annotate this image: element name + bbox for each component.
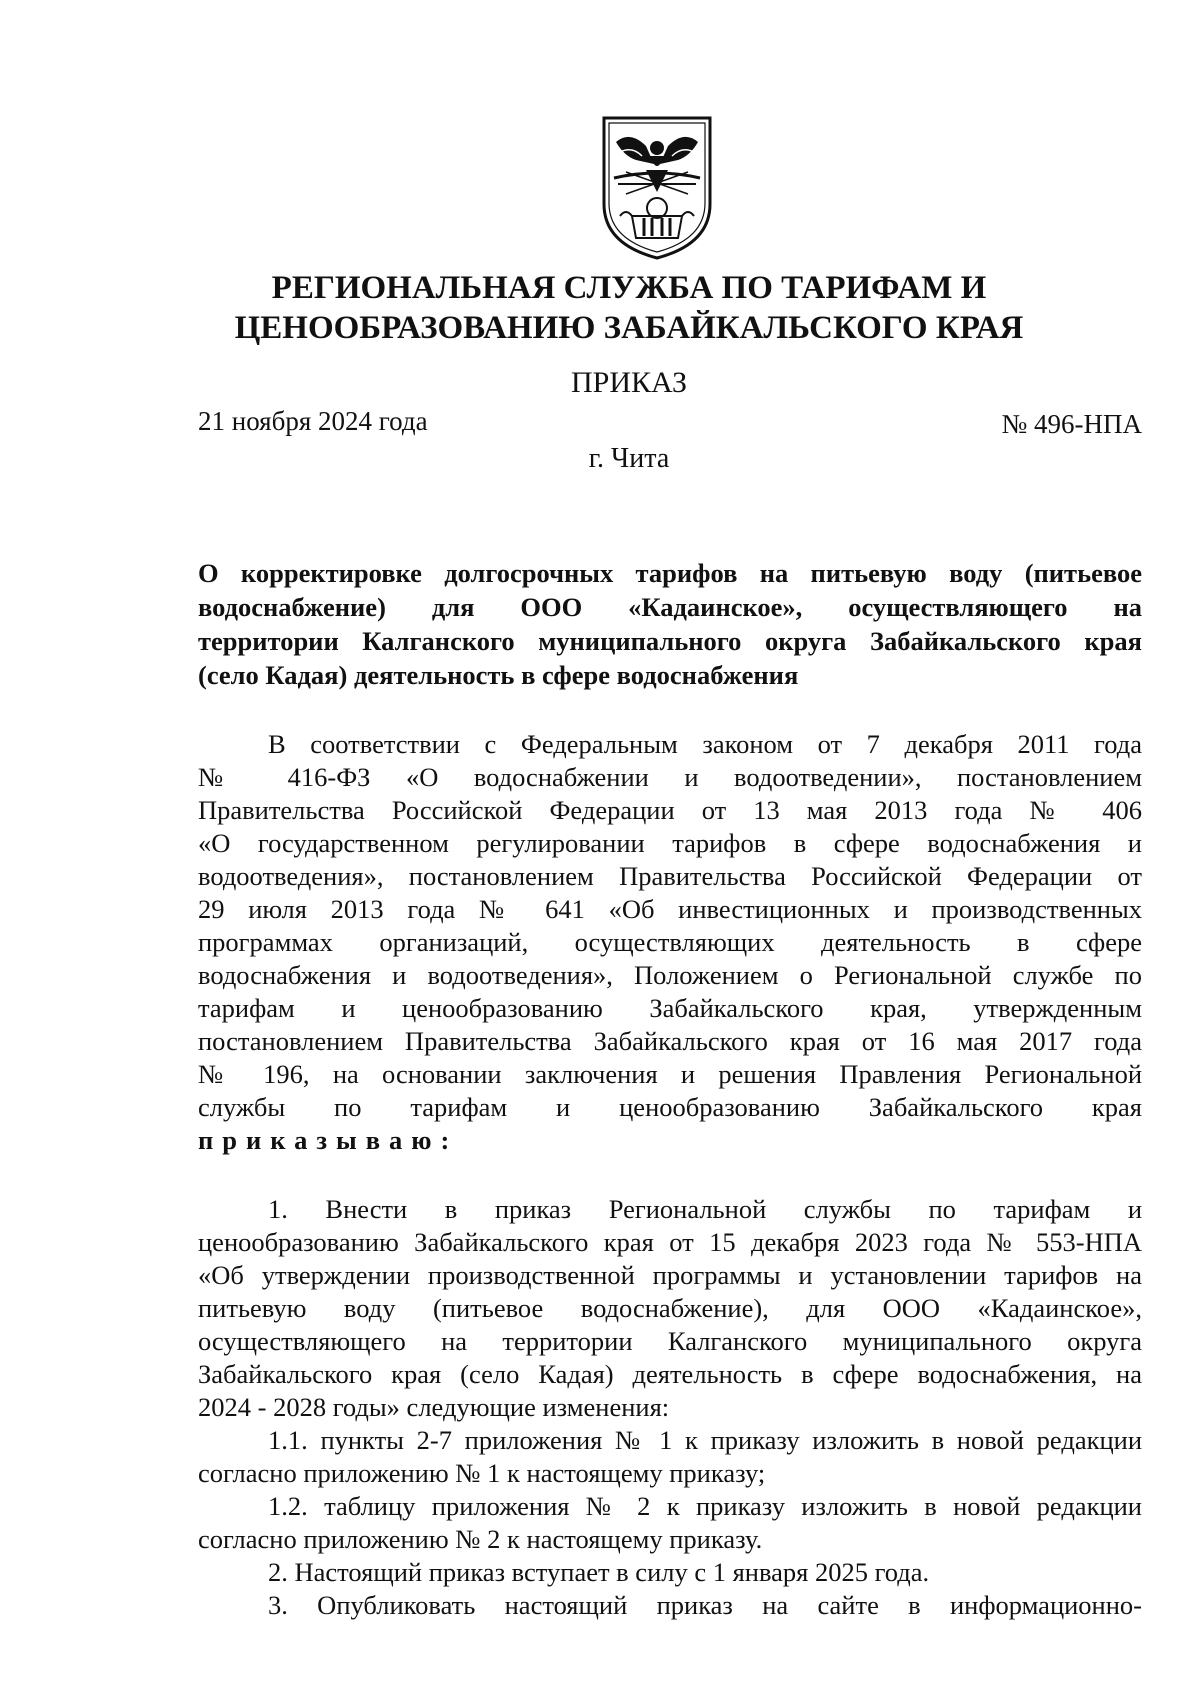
item-line: 1. Внести в приказ Региональной службы по тарифам и <box>268 1194 1142 1224</box>
preamble-line: постановлением Правительства Забайкальского края от 16 мая 2017 года <box>198 1026 1142 1056</box>
item-line: 2. Настоящий приказ вступает в силу с 1 января 2025 года. <box>268 1557 930 1587</box>
document-type: ПРИКАЗ <box>571 366 687 399</box>
organization-title-line2: ЦЕНООБРАЗОВАНИЮ ЗАБАЙКАЛЬСКОГО КРАЯ <box>234 310 1024 346</box>
preamble-line: программах организаций, осуществляющих деятельность в сфере <box>198 927 1142 957</box>
preamble-line: водоснабжения и водоотведения», Положением о Региональной службе по <box>198 960 1142 990</box>
preamble-line: № 416-ФЗ «О водоснабжении и водоотведении», постановлением <box>198 762 1142 792</box>
coat-of-arms-emblem <box>596 112 718 262</box>
item-line: 3. Опубликовать настоящий приказ на сайте в информационно- <box>268 1590 1142 1620</box>
preamble-line: В соответствии с Федеральным законом от 7 декабря 2011 года <box>268 729 1142 759</box>
title-line: водоснабжение) для ООО «Кадаинское», осуществляющего на <box>198 592 1142 622</box>
item-line: «Об утверждении производственной программы и установлении тарифов на <box>198 1260 1142 1290</box>
item-line: 1.1. пункты 2-7 приложения № 1 к приказу изложить в новой редакции <box>268 1425 1142 1455</box>
organization-title-line1: РЕГИОНАЛЬНАЯ СЛУЖБА ПО ТАРИФАМ И <box>271 270 987 306</box>
document-number: № 496-НПА <box>1001 409 1142 439</box>
order-word: приказываю: <box>198 1125 459 1155</box>
item-line: ценообразованию Забайкальского края от 15 декабря 2023 года № 553-НПА <box>198 1227 1142 1257</box>
preamble-line: № 196, на основании заключения и решения Правления Региональной <box>198 1059 1142 1089</box>
title-line: (село Кадая) деятельность в сфере водоснабжения <box>198 660 799 690</box>
title-line: территории Калганского муниципального округа Забайкальского края <box>198 626 1142 656</box>
preamble-line: службы по тарифам и ценообразованию Забайкальского края <box>198 1092 1142 1122</box>
item-line: согласно приложению № 2 к настоящему приказу. <box>198 1524 763 1554</box>
preamble-line: водоотведения», постановлением Правительства Российской Федерации от <box>198 861 1142 891</box>
document-city: г. Чита <box>588 443 670 474</box>
preamble-line: тарифам и ценообразованию Забайкальского края, утвержденным <box>198 993 1142 1023</box>
document-date: 21 ноября 2024 года <box>198 406 428 436</box>
item-line: Забайкальского края (село Кадая) деятельность в сфере водоснабжения, на <box>198 1359 1142 1389</box>
title-line: О корректировке долгосрочных тарифов на питьевую воду (питьевое <box>198 558 1142 588</box>
item-line: осуществляющего на территории Калганского муниципального округа <box>198 1326 1142 1356</box>
item-line: согласно приложению № 1 к настоящему приказу; <box>198 1458 766 1488</box>
preamble-line: 29 июля 2013 года № 641 «Об инвестиционных и производственных <box>198 894 1142 924</box>
item-line: 2024 - 2028 годы» следующие изменения: <box>198 1392 670 1422</box>
preamble-line: Правительства Российской Федерации от 13 мая 2013 года № 406 <box>198 795 1142 825</box>
item-line: питьевую воду (питьевое водоснабжение), для ООО «Кадаинское», <box>198 1293 1142 1323</box>
item-line: 1.2. таблицу приложения № 2 к приказу изложить в новой редакции <box>268 1491 1142 1521</box>
preamble-line: «О государственном регулировании тарифов в сфере водоснабжения и <box>198 828 1142 858</box>
